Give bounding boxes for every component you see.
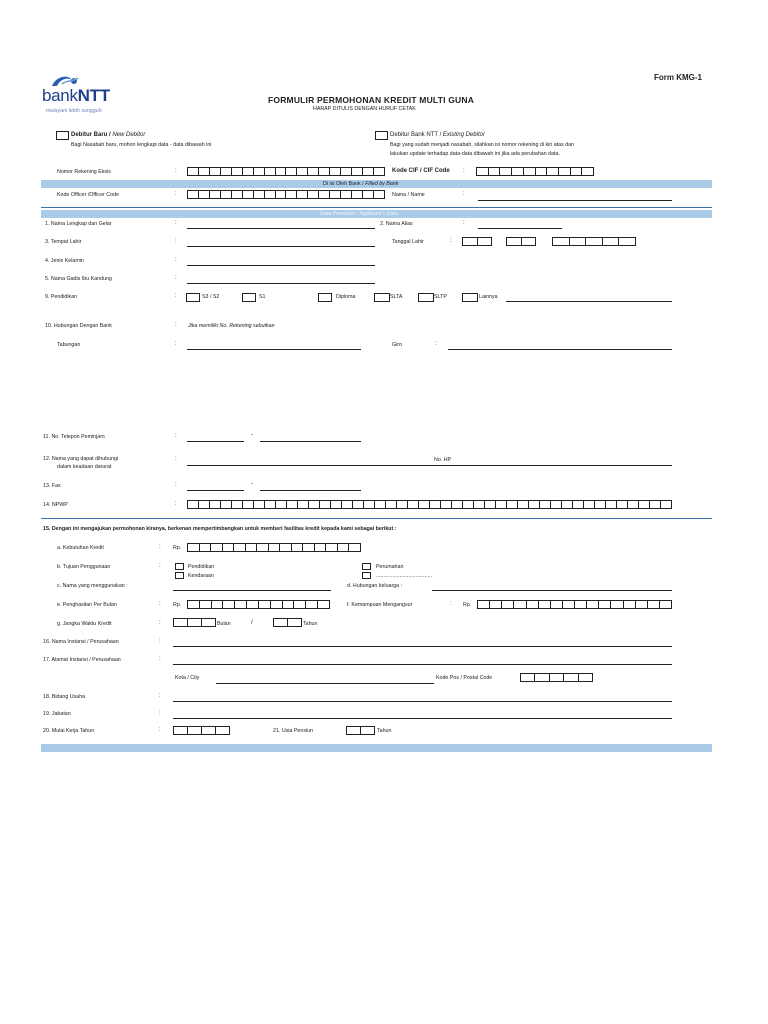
retirement-years-label: Tahun: [377, 728, 392, 734]
city-field[interactable]: [216, 683, 434, 684]
purpose-housing-checkbox[interactable]: [362, 563, 371, 570]
colon: :: [175, 456, 177, 462]
field-2-label: 2. Nama Alias: [380, 221, 413, 227]
field-15c-label: c. Nama yang menggunakan :: [57, 583, 128, 589]
npwp-cells[interactable]: [187, 500, 672, 509]
cif-cells[interactable]: [476, 167, 594, 176]
colon: :: [159, 693, 161, 699]
purpose-education-label: Pendidikan: [188, 564, 215, 570]
field-17-label: 17. Alamat Instansi / Perusahaan: [43, 657, 121, 663]
field-15-label: 15. Dengan ini mengajukan permohonan kiranya, berkenan mempertimbangkan untuk memberi fasilitas kredit kepada kami sebagai berikut :: [43, 526, 397, 532]
hp-label: No. HP: [434, 457, 452, 463]
logo-suffix: NTT: [77, 86, 110, 105]
family-relation-field[interactable]: [432, 590, 672, 591]
officer-name-label: Nama / Name: [392, 192, 425, 198]
purpose-vehicle-checkbox[interactable]: [175, 572, 184, 579]
company-address-field[interactable]: [173, 664, 672, 665]
term-months-cells[interactable]: [173, 618, 216, 627]
edu-diploma-label: Diploma: [336, 294, 356, 300]
applicant-section-title: Data Pemohon / Applicant's Data: [320, 211, 398, 217]
field-15b-label: b. Tujuan Penggunaan: [57, 564, 111, 570]
colon: :: [159, 563, 161, 569]
mother-name-field[interactable]: [187, 283, 375, 284]
purpose-vehicle-label: Kendaraan: [188, 573, 214, 579]
bank-section-title: Di isi Oleh Bank / Filled by Bank: [323, 181, 399, 187]
fax-area-field[interactable]: [187, 490, 244, 491]
income-cells[interactable]: [187, 600, 330, 609]
field-9-label: 9. Pendidikan: [45, 294, 78, 300]
edu-sltp-label: SLTP: [434, 294, 447, 300]
edu-s1-label: S1: [259, 294, 266, 300]
existing-debitor-label: Debitur Bank NTT / Existing Debitor: [390, 132, 485, 138]
credit-rule: [41, 518, 712, 519]
edu-other-field[interactable]: [506, 301, 672, 302]
officer-cells[interactable]: [187, 190, 385, 199]
tabungan-label: Tabungan: [57, 342, 81, 348]
slash: /: [251, 620, 253, 626]
purpose-education-checkbox[interactable]: [175, 563, 184, 570]
new-debitor-checkbox[interactable]: [56, 131, 69, 140]
edu-slta-checkbox[interactable]: [374, 293, 390, 302]
logo-tagline: melayani lebih sungguh: [46, 108, 102, 114]
edu-slta-label: SLTA: [390, 294, 403, 300]
existing-debitor-checkbox[interactable]: [375, 131, 388, 140]
field-19-label: 19. Jabatan: [43, 711, 71, 717]
footer-band: [41, 744, 712, 752]
dash: -: [251, 481, 253, 487]
colon: :: [175, 322, 177, 328]
rp-label: Rp.: [173, 602, 182, 608]
postal-code-label: Kode Pos / Postal Code: [436, 675, 493, 681]
field-11-label: 11. No. Telepon Peminjam: [43, 434, 105, 440]
months-label: Bulan: [217, 621, 231, 627]
colon: :: [175, 482, 177, 488]
edu-diploma-checkbox[interactable]: [318, 293, 332, 302]
purpose-other-field[interactable]: ......................................: [376, 573, 432, 579]
colon: :: [159, 638, 161, 644]
existing-debitor-note-2: lakukan update terhadap data-data dibawah ini jika ada perubahan data.: [390, 151, 560, 157]
city-label: Kota / City: [175, 675, 200, 681]
colon: :: [159, 544, 161, 550]
field-15g-label: g. Jangka Waktu Kredit: [57, 621, 112, 627]
giro-label: Giro: [392, 342, 403, 348]
colon: :: [463, 220, 465, 226]
field-10-note: Jika memiliki No. Rekening sebutkan: [188, 323, 275, 329]
installment-cells[interactable]: [477, 600, 672, 609]
colon: :: [175, 257, 177, 263]
field-12-label: 12. Nama yang dapat dihubungi: [43, 456, 119, 462]
field-13-label: 13. Fax: [43, 483, 61, 489]
colon: :: [175, 220, 177, 226]
colon: :: [175, 238, 177, 244]
field-16-label: 16. Nama Instansi / Perusahaan: [43, 639, 119, 645]
edu-other-checkbox[interactable]: [462, 293, 478, 302]
colon: :: [450, 601, 452, 607]
rekening-cells[interactable]: [187, 167, 385, 176]
colon: :: [175, 433, 177, 439]
colon: :: [175, 168, 177, 174]
form-subtitle: HARAP DITULIS DENGAN HURUF CETAK: [313, 106, 416, 112]
phone-area-field[interactable]: [187, 441, 244, 442]
form-title: FORMULIR PERMOHONAN KREDIT MULTI GUNA: [268, 95, 475, 105]
colon: :: [435, 341, 437, 347]
field-15f-label: f. Kemampuan Mengangsur: [347, 602, 413, 608]
years-label: Tahun: [303, 621, 318, 627]
rp-label: Rp.: [463, 602, 472, 608]
field-15e-label: e. Penghasilan Per Bulan: [57, 602, 117, 608]
colon: :: [463, 191, 465, 197]
field-18-label: 18. Bidang Usaha: [43, 694, 86, 700]
colon: :: [159, 620, 161, 626]
edu-s3-checkbox[interactable]: [186, 293, 200, 302]
colon: :: [450, 238, 452, 244]
purpose-other-checkbox[interactable]: [362, 572, 371, 579]
start-year-cells[interactable]: [173, 726, 230, 735]
field-4-label: 4. Jenis Kelamin: [45, 258, 84, 264]
bank-logo: [42, 74, 122, 120]
rekening-label: Nomor Rekening Eksis: [57, 169, 111, 175]
birth-year-cells[interactable]: [552, 237, 636, 246]
fax-number-field[interactable]: [260, 490, 361, 491]
edu-sltp-checkbox[interactable]: [418, 293, 434, 302]
birth-day-cells[interactable]: [462, 237, 492, 246]
colon: :: [159, 710, 161, 716]
field-21-label: 21. Usia Pensiun: [273, 728, 314, 734]
birthdate-label: Tanggal Lahir: [392, 239, 424, 245]
purpose-housing-label: Perumahan: [376, 564, 404, 570]
edu-other-label: Lainnya: [479, 294, 498, 300]
field-15a-label: a. Kebutuhan Kredit: [57, 545, 104, 551]
credit-amount-cells[interactable]: [187, 543, 361, 552]
alias-field[interactable]: [478, 228, 562, 229]
new-debitor-note: Bagi Nasabah baru, mohon lengkapi data - data dibawah ini: [71, 142, 212, 148]
rp-label: Rp.: [173, 545, 182, 551]
dash: -: [251, 432, 253, 438]
colon: :: [175, 501, 177, 507]
giro-field[interactable]: [448, 349, 672, 350]
colon: :: [159, 656, 161, 662]
field-20-label: 20. Mulai Kerja Tahun: [43, 728, 95, 734]
colon: :: [159, 601, 161, 607]
colon: :: [175, 341, 177, 347]
logo-prefix: bank: [42, 86, 78, 105]
colon: :: [463, 168, 465, 174]
cif-label: Kode CIF / CIF Code: [392, 168, 450, 174]
applicant-rule: [41, 207, 712, 208]
user-name-field[interactable]: [173, 590, 331, 591]
term-years-cells[interactable]: [273, 618, 302, 627]
field-3-label: 3. Tempat Lahir: [45, 239, 82, 245]
birthplace-field[interactable]: [187, 246, 375, 247]
business-field[interactable]: [173, 701, 672, 702]
edu-s1-checkbox[interactable]: [242, 293, 256, 302]
colon: :: [159, 727, 161, 733]
edu-s3-label: S3 / S2: [202, 294, 220, 300]
birth-month-cells[interactable]: [506, 237, 536, 246]
company-name-field[interactable]: [173, 646, 672, 647]
full-name-field[interactable]: [187, 228, 375, 229]
officer-label: Kode Officer /Officer Code: [57, 192, 119, 198]
existing-debitor-note-1: Bagi yang sudah menjadi nasabah, silahkan isi nomor rekening di kiri atas dan: [390, 142, 575, 148]
form-code: Form KMG-1: [654, 73, 702, 82]
gender-field[interactable]: [187, 265, 375, 266]
colon: :: [175, 293, 177, 299]
postal-code-cells[interactable]: [520, 673, 593, 682]
phone-number-field[interactable]: [260, 441, 361, 442]
field-5-label: 5. Nama Gadis Ibu Kandung: [45, 276, 112, 282]
position-field[interactable]: [173, 718, 672, 719]
field-10-label: 10. Hubungan Dengan Bank: [45, 323, 112, 329]
retirement-age-cells[interactable]: [346, 726, 375, 735]
field-15d-label: d. Hubungan keluarga :: [347, 583, 403, 589]
officer-name-field[interactable]: [478, 200, 672, 201]
field-1-label: 1. Nama Lengkap dan Gelar: [45, 221, 112, 227]
colon: :: [175, 275, 177, 281]
colon: :: [175, 191, 177, 197]
field-12-label-2: dalam keadaan darurat: [57, 464, 112, 470]
tabungan-field[interactable]: [187, 349, 361, 350]
new-debitor-label: Debitur Baru / New Debitor: [71, 132, 146, 138]
field-14-label: 14. NPWP: [43, 502, 68, 508]
emergency-contact-field[interactable]: [187, 465, 672, 466]
